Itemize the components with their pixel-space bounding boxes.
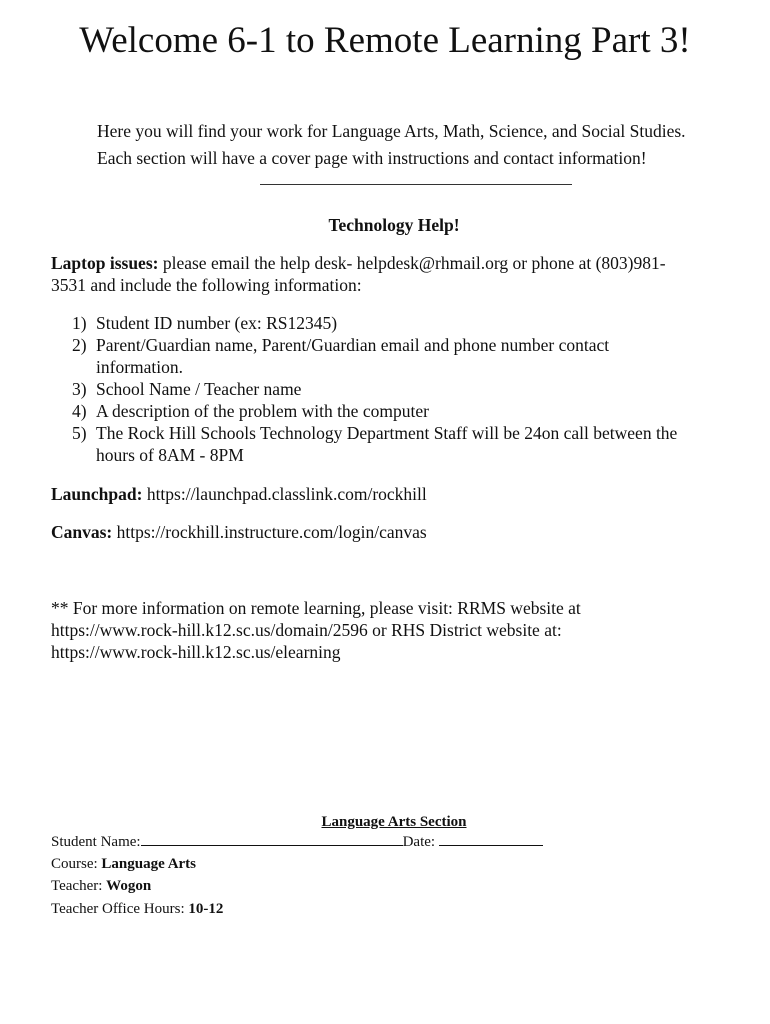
divider — [260, 184, 572, 185]
intro-line-1: Here you will find your work for Language Arts, Math, Science, and Social Studies. — [97, 121, 686, 141]
list-item-text-cont: hours of 8AM - 8PM — [96, 445, 244, 465]
section-title: Language Arts Section — [321, 814, 467, 830]
list-item-number: 2) — [72, 335, 87, 355]
more-info-line-2: https://www.rock-hill.k12.sc.us/domain/2596 or RHS District website at: — [51, 620, 562, 640]
office-hours-label: Teacher Office Hours: — [51, 901, 189, 917]
more-info-line-3: https://www.rock-hill.k12.sc.us/elearning — [51, 642, 341, 662]
office-hours-line — [51, 899, 223, 919]
teacher-value: Wogon — [106, 878, 152, 894]
canvas-line — [51, 521, 741, 543]
list-item-number: 3) — [72, 379, 87, 399]
launchpad-label: Launchpad: — [51, 484, 143, 504]
list-item — [51, 334, 741, 378]
list-item — [51, 312, 741, 334]
course-label: Course: — [51, 856, 102, 872]
list-item-text: The Rock Hill Schools Technology Department Staff will be 24on call between the — [96, 423, 678, 443]
list-item — [51, 400, 741, 422]
teacher-line — [51, 876, 151, 896]
laptop-issues-paragraph — [51, 252, 741, 296]
canvas-link[interactable]: https://rockhill.instructure.com/login/canvas — [112, 522, 427, 542]
list-item-text-cont: information. — [96, 357, 183, 377]
list-item-text: Parent/Guardian name, Parent/Guardian email and phone number contact — [96, 335, 610, 355]
launchpad-link[interactable]: https://launchpad.classlink.com/rockhill — [142, 484, 427, 504]
course-line — [51, 854, 196, 874]
date-blank[interactable] — [439, 831, 543, 846]
more-info-paragraph — [51, 597, 741, 663]
list-item-text: A description of the problem with the computer — [96, 401, 429, 421]
list-item-number: 5) — [72, 423, 87, 443]
page-title: Welcome 6-1 to Remote Learning Part 3! — [79, 20, 691, 61]
technology-help-heading: Technology Help! — [328, 215, 460, 235]
launchpad-line — [51, 483, 741, 505]
list-item — [51, 422, 741, 466]
student-name-blank[interactable] — [141, 831, 403, 846]
list-item-number: 4) — [72, 401, 87, 421]
date-label: Date: — [402, 834, 436, 850]
student-name-line — [51, 831, 543, 852]
list-item-text: Student ID number (ex: RS12345) — [96, 313, 338, 333]
list-item — [51, 378, 741, 400]
list-item-text: School Name / Teacher name — [96, 379, 302, 399]
more-info-line-1: ** For more information on remote learning, please visit: RRMS website at — [51, 598, 581, 618]
laptop-issues-text-2: 3531 and include the following information: — [51, 275, 362, 295]
info-list — [51, 312, 741, 466]
intro-line-2: Each section will have a cover page with instructions and contact information! — [97, 148, 647, 168]
list-item-number: 1) — [72, 313, 87, 333]
course-value: Language Arts — [101, 856, 197, 872]
office-hours-value: 10-12 — [188, 901, 224, 917]
laptop-issues-label: Laptop issues: — [51, 253, 159, 273]
laptop-issues-text-1: please email the help desk- helpdesk@rhmail.org or phone at (803)981- — [158, 253, 666, 273]
teacher-label: Teacher: — [51, 878, 107, 894]
canvas-label: Canvas: — [51, 522, 113, 542]
student-name-label: Student Name: — [51, 834, 141, 850]
